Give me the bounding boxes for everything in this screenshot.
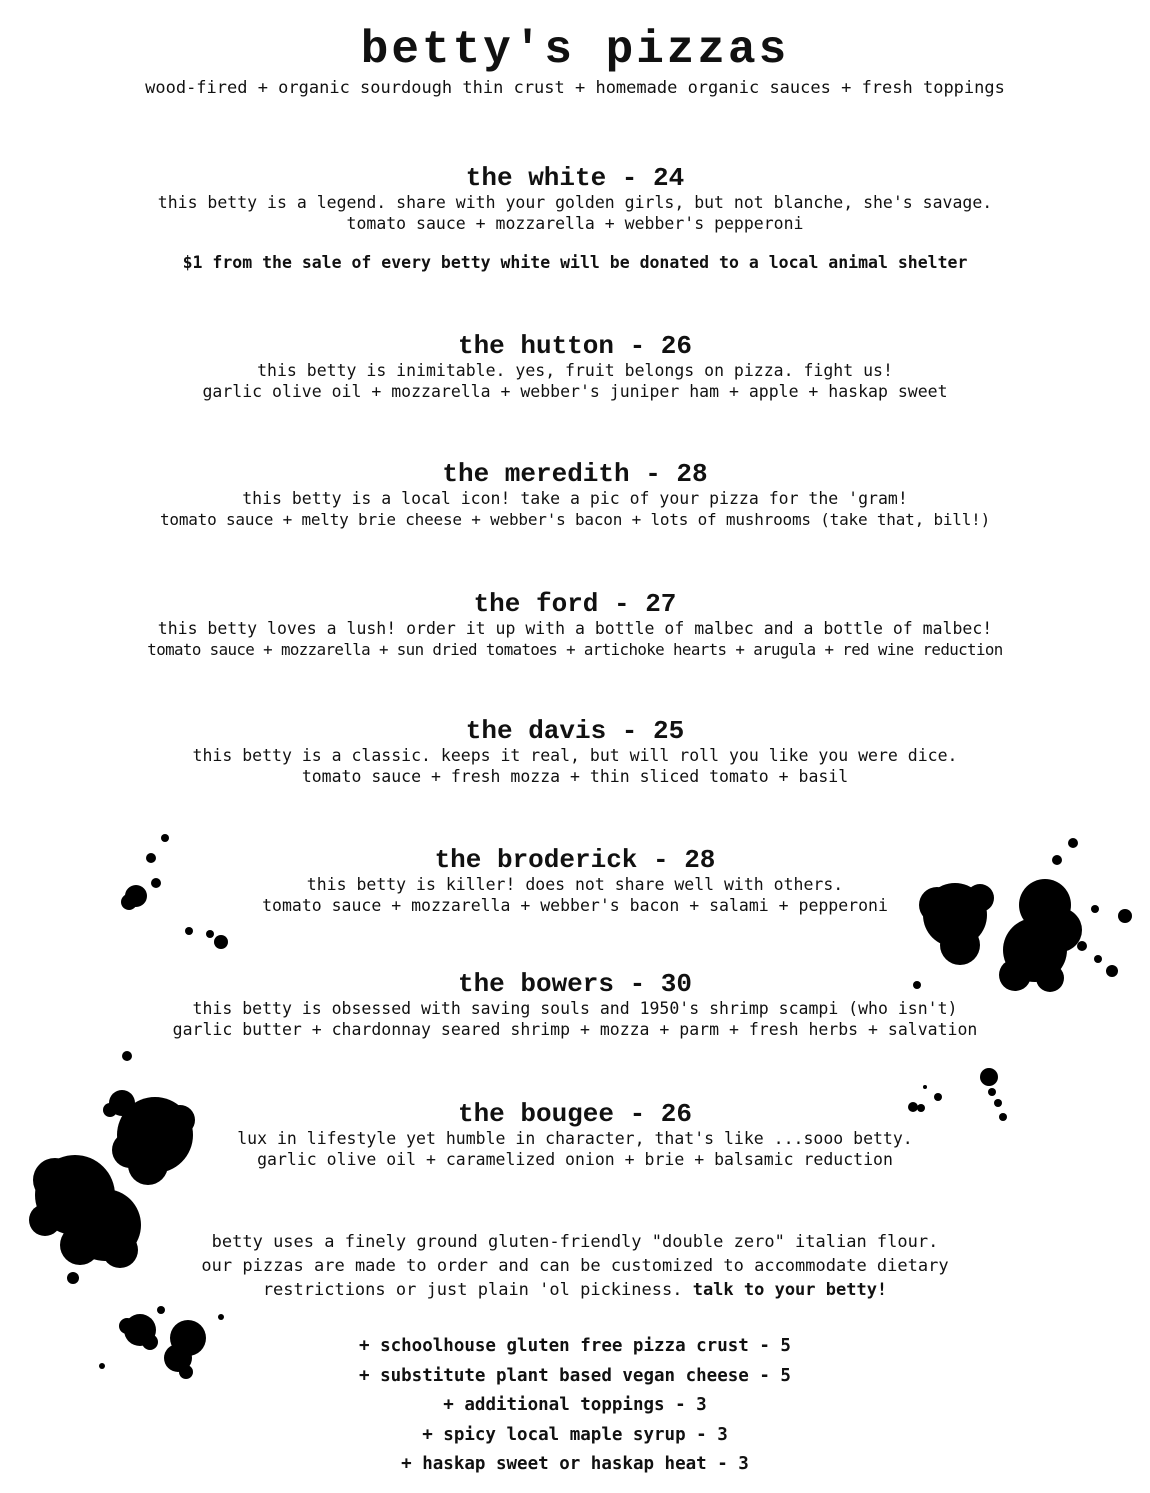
pizza-ingredients: garlic butter + chardonnay seared shrimp + mozza + parm + fresh herbs + salvation bbox=[172, 1020, 978, 1039]
menu-title: betty's pizzas bbox=[360, 24, 790, 76]
pizza-item-bougee bbox=[0, 1100, 1150, 1170]
pizza-heading: the meredith - 28 bbox=[442, 459, 708, 489]
pizza-description: this betty is a legend. share with your golden girls, but not blanche, she's savage. bbox=[157, 193, 993, 212]
pizza-heading: the bowers - 30 bbox=[457, 969, 693, 999]
extra-item: + additional toppings - 3 bbox=[443, 1395, 707, 1415]
pizza-heading: the white - 24 bbox=[465, 163, 685, 193]
extras-list bbox=[0, 1332, 1150, 1480]
pizza-item-davis bbox=[0, 717, 1150, 787]
pizza-ingredients: tomato sauce + mozzarella + webber's pepperoni bbox=[346, 214, 804, 233]
pizza-item-bowers bbox=[0, 970, 1150, 1040]
pizza-ingredients: garlic olive oil + mozzarella + webber's juniper ham + apple + haskap sweet bbox=[202, 382, 948, 401]
extra-item: + spicy local maple syrup - 3 bbox=[422, 1424, 728, 1445]
notes-line: betty uses a finely ground gluten-friendly "double zero" italian flour. bbox=[211, 1232, 939, 1252]
notes-line-text: restrictions or just plain 'ol pickiness. bbox=[262, 1280, 683, 1300]
pizza-item-white bbox=[0, 164, 1150, 234]
pizza-description: this betty is a local icon! take a pic of your pizza for the 'gram! bbox=[242, 489, 908, 508]
pizza-description: this betty is obsessed with saving souls and 1950's shrimp scampi (who isn't) bbox=[192, 999, 958, 1018]
pizza-heading: the broderick - 28 bbox=[434, 845, 716, 875]
pizza-description: lux in lifestyle yet humble in character, that's like ...sooo betty. bbox=[237, 1129, 913, 1148]
pizza-item-meredith bbox=[0, 460, 1150, 530]
pizza-item-broderick bbox=[0, 846, 1150, 916]
extra-item: + schoolhouse gluten free pizza crust - 5 bbox=[359, 1336, 791, 1356]
flour-notes bbox=[0, 1230, 1150, 1302]
extra-item: + substitute plant based vegan cheese - 5 bbox=[359, 1365, 791, 1386]
pizza-heading: the hutton - 26 bbox=[457, 331, 693, 361]
pizza-item-ford bbox=[0, 590, 1150, 660]
pizza-description: this betty is inimitable. yes, fruit belongs on pizza. fight us! bbox=[257, 361, 893, 380]
menu-tagline: wood-fired + organic sourdough thin crust + homemade organic sauces + fresh toppings bbox=[145, 78, 1005, 98]
notes-emphasis: talk to your betty! bbox=[692, 1280, 888, 1300]
pizza-ingredients: tomato sauce + mozzarella + sun dried tomatoes + artichoke hearts + arugula + red wine reduction bbox=[147, 640, 1003, 659]
pizza-heading: the bougee - 26 bbox=[457, 1099, 693, 1129]
extra-item: + haskap sweet or haskap heat - 3 bbox=[401, 1454, 749, 1474]
pizza-description: this betty is a classic. keeps it real, but will roll you like you were dice. bbox=[192, 746, 958, 765]
pizza-ingredients: tomato sauce + mozzarella + webber's bacon + salami + pepperoni bbox=[262, 896, 888, 915]
pizza-item-hutton bbox=[0, 332, 1150, 402]
pizza-heading: the davis - 25 bbox=[465, 716, 685, 746]
pizza-heading: the ford - 27 bbox=[473, 589, 677, 619]
pizza-description: this betty is killer! does not share well with others. bbox=[306, 875, 844, 894]
notes-line: our pizzas are made to order and can be customized to accommodate dietary bbox=[201, 1256, 949, 1276]
pizza-ingredients: garlic olive oil + caramelized onion + brie + balsamic reduction bbox=[257, 1150, 893, 1169]
pizza-ingredients: tomato sauce + fresh mozza + thin sliced tomato + basil bbox=[301, 767, 849, 786]
donation-note: $1 from the sale of every betty white will be donated to a local animal shelter bbox=[182, 253, 968, 272]
notes-line bbox=[0, 1278, 1150, 1302]
pizza-description: this betty loves a lush! order it up with a bottle of malbec and a bottle of malbec! bbox=[157, 619, 993, 638]
pizza-ingredients: tomato sauce + melty brie cheese + webber's bacon + lots of mushrooms (take that, bill!) bbox=[159, 510, 991, 529]
